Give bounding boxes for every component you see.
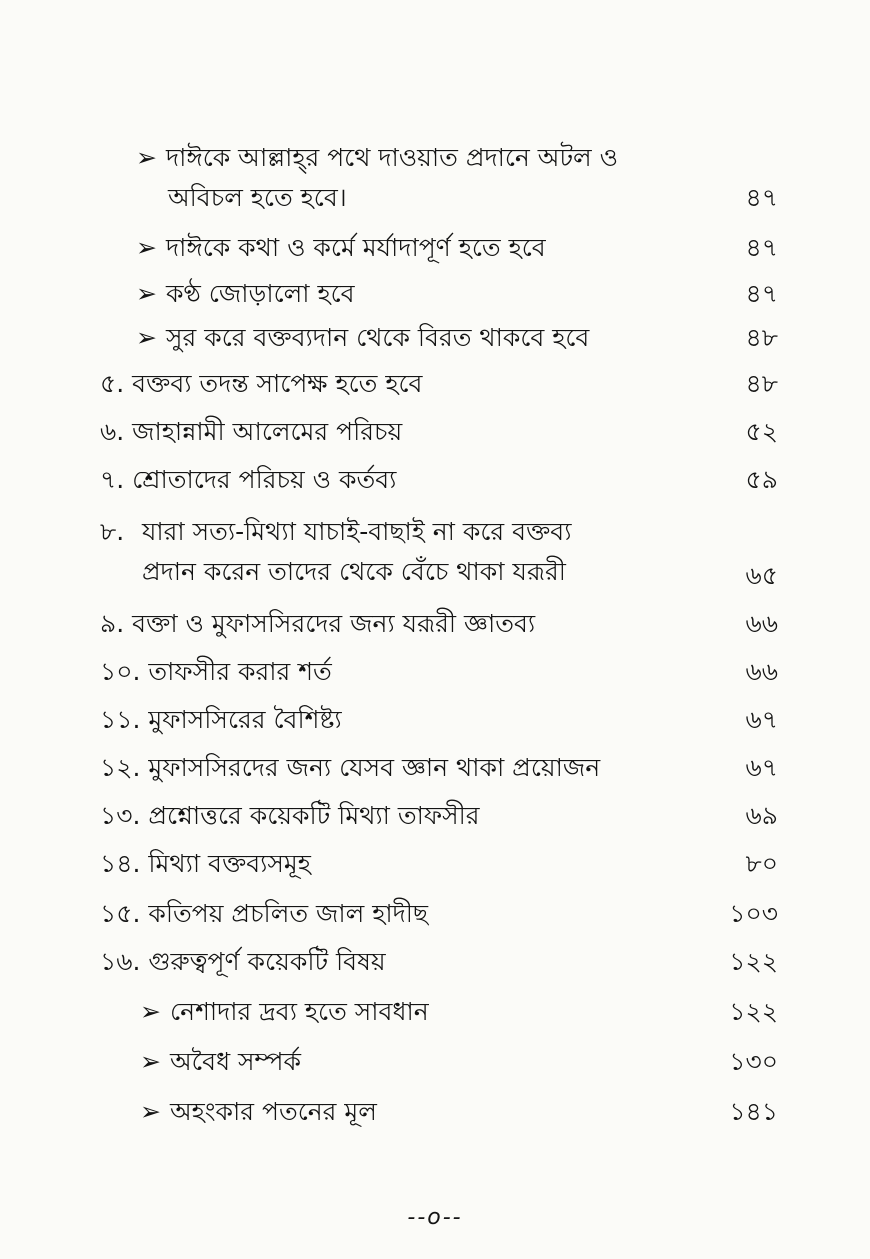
toc-entry-title: ➢ নেশাদার দ্রব্য হতে সাবধান <box>140 992 429 1032</box>
toc-entry <box>0 844 870 888</box>
toc-entry <box>0 700 870 744</box>
toc-page-number: ৬৬ <box>745 609 778 638</box>
toc-entry <box>0 894 870 938</box>
toc-entry-title: ➢ দাঈকে কথা ও কর্মে মর্যাদাপূর্ণ হতে হবে <box>136 228 546 268</box>
toc-entry-title: ➢ সুর করে বক্তব্যদান থেকে বিরত থাকবে হবে <box>136 318 589 358</box>
arrow-bullet-icon: ➢ <box>136 279 157 308</box>
toc-entry-title: ➢ অহংকার পতনের মূল <box>140 1092 377 1132</box>
toc-entry <box>0 138 870 222</box>
toc-entry-title: ৫. বক্তব্য তদন্ত সাপেক্ষ হতে হবে <box>100 364 422 404</box>
arrow-bullet-icon: ➢ <box>140 997 161 1026</box>
toc-page-number: ৪৮ <box>745 323 778 352</box>
toc-entry-number: ১৩. <box>100 801 141 830</box>
toc-page-number: ১৩০ <box>729 1047 778 1076</box>
toc-page-number: ৫২ <box>745 417 778 446</box>
toc-entry-title: ➢ অবৈধ সম্পর্ক <box>140 1042 301 1082</box>
toc-entry <box>0 412 870 456</box>
toc-entry-number: ১৬. <box>100 947 141 976</box>
toc-page-number: ১৪১ <box>729 1097 778 1126</box>
toc-entry <box>0 652 870 696</box>
arrow-bullet-icon: ➢ <box>136 143 157 172</box>
toc-page-number: ১০৩ <box>729 899 778 928</box>
toc-entry-number: ৫. <box>100 369 125 398</box>
arrow-bullet-icon: ➢ <box>140 1097 161 1126</box>
toc-entry-title: ১০. তাফসীর করার শর্ত <box>100 652 332 692</box>
toc-entry <box>0 318 870 362</box>
toc-entry-title: ১৫. কতিপয় প্রচলিত জাল হাদীছ <box>100 894 428 934</box>
arrow-bullet-icon: ➢ <box>136 323 157 352</box>
toc-entry <box>0 1092 870 1136</box>
toc-entry <box>0 228 870 272</box>
toc-entry-title: ৬. জাহান্নামী আলেমের পরিচয় <box>100 412 402 452</box>
toc-entry <box>0 274 870 318</box>
toc-page-number: ৪৭ <box>745 233 778 262</box>
toc-entry-number: ৮. <box>100 517 125 546</box>
toc-page-number: ১২২ <box>729 997 778 1026</box>
toc-entry-number: ৭. <box>100 465 125 494</box>
toc-entry-number: ১৪. <box>100 849 141 878</box>
toc-entry-number: ৬. <box>100 417 125 446</box>
toc-entry-title: ৯. বক্তা ও মুফাসসিরদের জন্য যরূরী জ্ঞাতব্য <box>100 604 535 644</box>
toc-page-number: ৪৭ <box>745 183 778 212</box>
toc-entry-title <box>100 512 124 552</box>
toc-entry-number: ৯. <box>100 609 125 638</box>
toc-entry-text: যারা সত্য-মিথ্যা যাচাই-বাছাই না করে বক্তব্য <box>142 517 572 546</box>
toc-entry-number: ১৫. <box>100 899 141 928</box>
toc-entry-number: ১০. <box>100 657 141 686</box>
toc-entry-title: ➢ কণ্ঠ জোড়ালো হবে <box>136 274 355 314</box>
toc-entry-number: ১১. <box>100 705 141 734</box>
toc-entry <box>0 604 870 648</box>
toc-entry <box>0 512 870 596</box>
toc-entry <box>0 796 870 840</box>
toc-entry-title: ১৬. গুরুত্বপূর্ণ কয়েকটি বিষয় <box>100 942 386 982</box>
toc-page-number: ৬৬ <box>745 657 778 686</box>
toc-page-number: ৪৮ <box>745 369 778 398</box>
toc-page-number: ৬৯ <box>745 801 778 830</box>
toc-entry-title: ➢ দাঈকে আল্লাহ্‌র পথে দাওয়াত প্রদানে অটল ও <box>136 138 618 178</box>
toc-entry <box>0 364 870 408</box>
toc-entry-title-cont: প্রদান করেন তাদের থেকে বেঁচে থাকা যরূরী <box>142 557 566 586</box>
toc-entry-title: ১১. মুফাসসিরের বৈশিষ্ট্য <box>100 700 342 740</box>
toc-page-number: ৫৯ <box>745 465 778 494</box>
toc-page-number: ৬৭ <box>745 705 778 734</box>
toc-entry-title: ১৪. মিথ্যা বক্তব্যসমূহ <box>100 844 311 884</box>
toc-entry <box>0 460 870 504</box>
arrow-bullet-icon: ➢ <box>140 1047 161 1076</box>
toc-entry-title: ১২. মুফাসসিরদের জন্য যেসব জ্ঞান থাকা প্রয়োজন <box>100 748 600 788</box>
toc-page-number: ৬৫ <box>745 561 778 590</box>
toc-entry <box>0 1042 870 1086</box>
toc-entry-title: ১৩. প্রশ্নোত্তরে কয়েকটি মিথ্যা তাফসীর <box>100 796 480 836</box>
toc-page-number: ১২২ <box>729 947 778 976</box>
toc-entry <box>0 942 870 986</box>
toc-page-number: ৬৭ <box>745 753 778 782</box>
toc-entry-title-cont: অবিচল হতে হবে। <box>168 183 347 212</box>
toc-entry <box>0 992 870 1036</box>
toc-entry <box>0 748 870 792</box>
arrow-bullet-icon: ➢ <box>136 233 157 262</box>
page-footer-ornament: --o-- <box>407 1205 463 1230</box>
toc-entry-title: ৭. শ্রোতাদের পরিচয় ও কর্তব্য <box>100 460 396 500</box>
toc-page-number: ৮০ <box>745 849 778 878</box>
toc-entry-number: ১২. <box>100 753 141 782</box>
toc-page-number: ৪৭ <box>745 279 778 308</box>
